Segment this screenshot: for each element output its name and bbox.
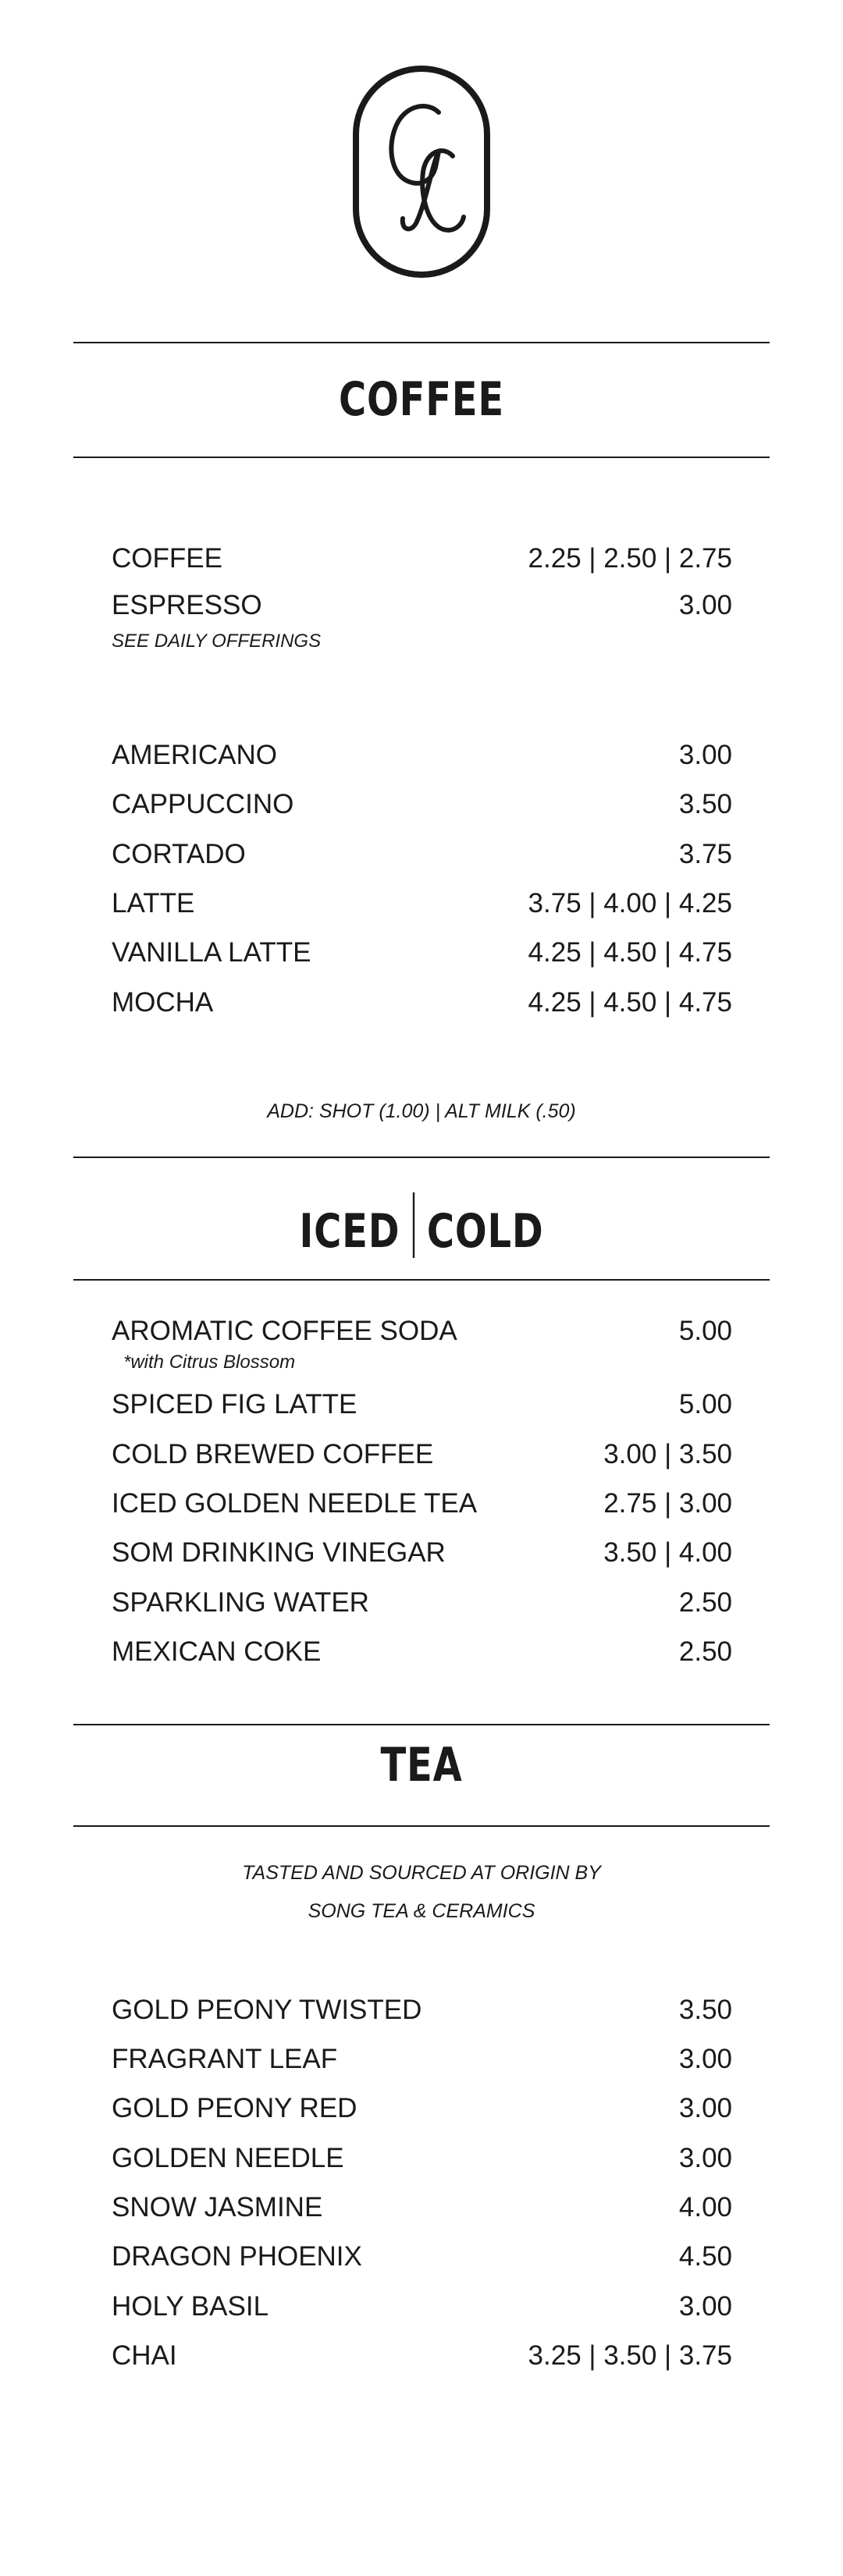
divider-rule [73, 1279, 770, 1281]
menu-item-name: GOLD PEONY TWISTED [112, 1995, 422, 2025]
menu-item-name: AMERICANO [112, 740, 277, 770]
menu-item-price: 5.00 [678, 1389, 732, 1419]
menu-item-price: 3.50 [678, 789, 732, 819]
menu-item-price: 2.50 [678, 1587, 732, 1618]
soda-note: *with Citrus Blossom [123, 1352, 296, 1373]
menu-item-price: 3.50 [678, 1995, 732, 2025]
menu-item-cappuccino [112, 791, 732, 818]
menu-item-name: HOLY BASIL [112, 2291, 269, 2322]
menu-item-price: 4.25 | 4.50 | 4.75 [528, 987, 732, 1018]
menu-item-gold-peony-twisted [112, 1996, 732, 2023]
menu-item-gold-peony-red [112, 2095, 732, 2122]
divider-rule [73, 342, 770, 343]
menu-item-fragrant-leaf [112, 2045, 732, 2073]
menu-item-vanilla-latte [112, 939, 732, 966]
menu-item-price: 3.75 [678, 839, 732, 869]
menu-item-name: CHAI [112, 2340, 177, 2371]
section-heading-tea: TEA [380, 1738, 463, 1793]
menu-item-price: 3.25 | 3.50 | 3.75 [528, 2340, 732, 2371]
menu-item-cold-brewed-coffee [112, 1441, 732, 1468]
menu-item-price: 2.75 | 3.00 [603, 1488, 732, 1519]
menu-item-golden-needle [112, 2144, 732, 2172]
menu-item-latte [112, 890, 732, 917]
menu-item-name: FRAGRANT LEAF [112, 2044, 338, 2074]
menu-item-name: MOCHA [112, 987, 214, 1018]
divider-rule [73, 1825, 770, 1827]
menu-item-iced-golden-needle-tea [112, 1490, 732, 1517]
menu-item-name: CORTADO [112, 839, 246, 869]
menu-item-name: CAPPUCCINO [112, 789, 294, 819]
menu-item-mocha [112, 989, 732, 1016]
menu-item-chai [112, 2342, 732, 2369]
menu-item-price: 3.00 [678, 2044, 732, 2074]
tea-source-line-2: SONG TEA & CERAMICS [308, 1900, 535, 1922]
menu-item-name: GOLD PEONY RED [112, 2093, 357, 2123]
add-ons-note: ADD: SHOT (1.00) | ALT MILK (.50) [267, 1100, 576, 1122]
menu-item-spiced-fig-latte [112, 1391, 732, 1418]
menu-item-price: 3.00 [678, 740, 732, 770]
menu-item-price: 3.00 [678, 590, 732, 620]
menu-item-dragon-phoenix [112, 2243, 732, 2270]
divider-rule [73, 1157, 770, 1158]
espresso-note: SEE DAILY OFFERINGS [112, 631, 322, 652]
tea-source-line-1: TASTED AND SOURCED AT ORIGIN BY [242, 1862, 601, 1884]
menu-item-name: MEXICAN COKE [112, 1636, 322, 1667]
menu-item-name: ESPRESSO [112, 590, 262, 620]
heading-iced: ICED [299, 1204, 400, 1259]
menu-item-americano [112, 741, 732, 769]
section-heading-iced-cold [84, 1192, 759, 1258]
menu-item-price: 3.00 | 3.50 [603, 1439, 732, 1469]
menu-item-price: 2.50 [678, 1636, 732, 1667]
menu-item-holy-basil [112, 2293, 732, 2320]
menu-item-name: AROMATIC COFFEE SODA [112, 1316, 457, 1346]
menu-item-name: COFFEE [112, 543, 222, 574]
menu-item-price: 3.00 [678, 2143, 732, 2173]
menu-item-sparkling-water [112, 1589, 732, 1616]
menu-item-name: SOM DRINKING VINEGAR [112, 1537, 446, 1568]
menu-item-price: 4.50 [678, 2241, 732, 2272]
divider-rule [73, 1724, 770, 1725]
menu-item-name: GOLDEN NEEDLE [112, 2143, 344, 2173]
menu-item-coffee [112, 545, 732, 572]
gc-monogram-logo [351, 64, 492, 279]
menu-item-price: 4.25 | 4.50 | 4.75 [528, 937, 732, 968]
menu-item-price: 2.25 | 2.50 | 2.75 [528, 543, 732, 574]
menu-item-snow-jasmine [112, 2194, 732, 2221]
menu-item-name: SPICED FIG LATTE [112, 1389, 357, 1419]
menu-item-price: 5.00 [678, 1316, 732, 1346]
menu-item-name: LATTE [112, 888, 195, 918]
menu-item-mexican-coke [112, 1638, 732, 1665]
heading-cold: COLD [426, 1204, 544, 1259]
menu-item-name: ICED GOLDEN NEEDLE TEA [112, 1488, 478, 1519]
menu-item-price: 3.50 | 4.00 [603, 1537, 732, 1568]
menu-item-price: 3.00 [678, 2093, 732, 2123]
menu-item-name: DRAGON PHOENIX [112, 2241, 362, 2272]
menu-item-name: COLD BREWED COFFEE [112, 1439, 434, 1469]
section-heading-coffee: COFFEE [339, 372, 504, 427]
menu-item-price: 3.00 [678, 2291, 732, 2322]
menu-item-som-drinking-vinegar [112, 1539, 732, 1566]
menu-item-name: SNOW JASMINE [112, 2192, 323, 2222]
heading-separator [412, 1192, 414, 1258]
menu-item-price: 3.75 | 4.00 | 4.25 [528, 888, 732, 918]
menu-item-price: 4.00 [678, 2192, 732, 2222]
menu-item-aromatic-coffee-soda [112, 1317, 732, 1345]
menu-item-name: SPARKLING WATER [112, 1587, 369, 1618]
divider-rule [73, 457, 770, 458]
logo-letter-g [391, 106, 439, 229]
menu-item-name: VANILLA LATTE [112, 937, 311, 968]
menu-item-cortado [112, 840, 732, 868]
menu-item-espresso [112, 592, 732, 619]
